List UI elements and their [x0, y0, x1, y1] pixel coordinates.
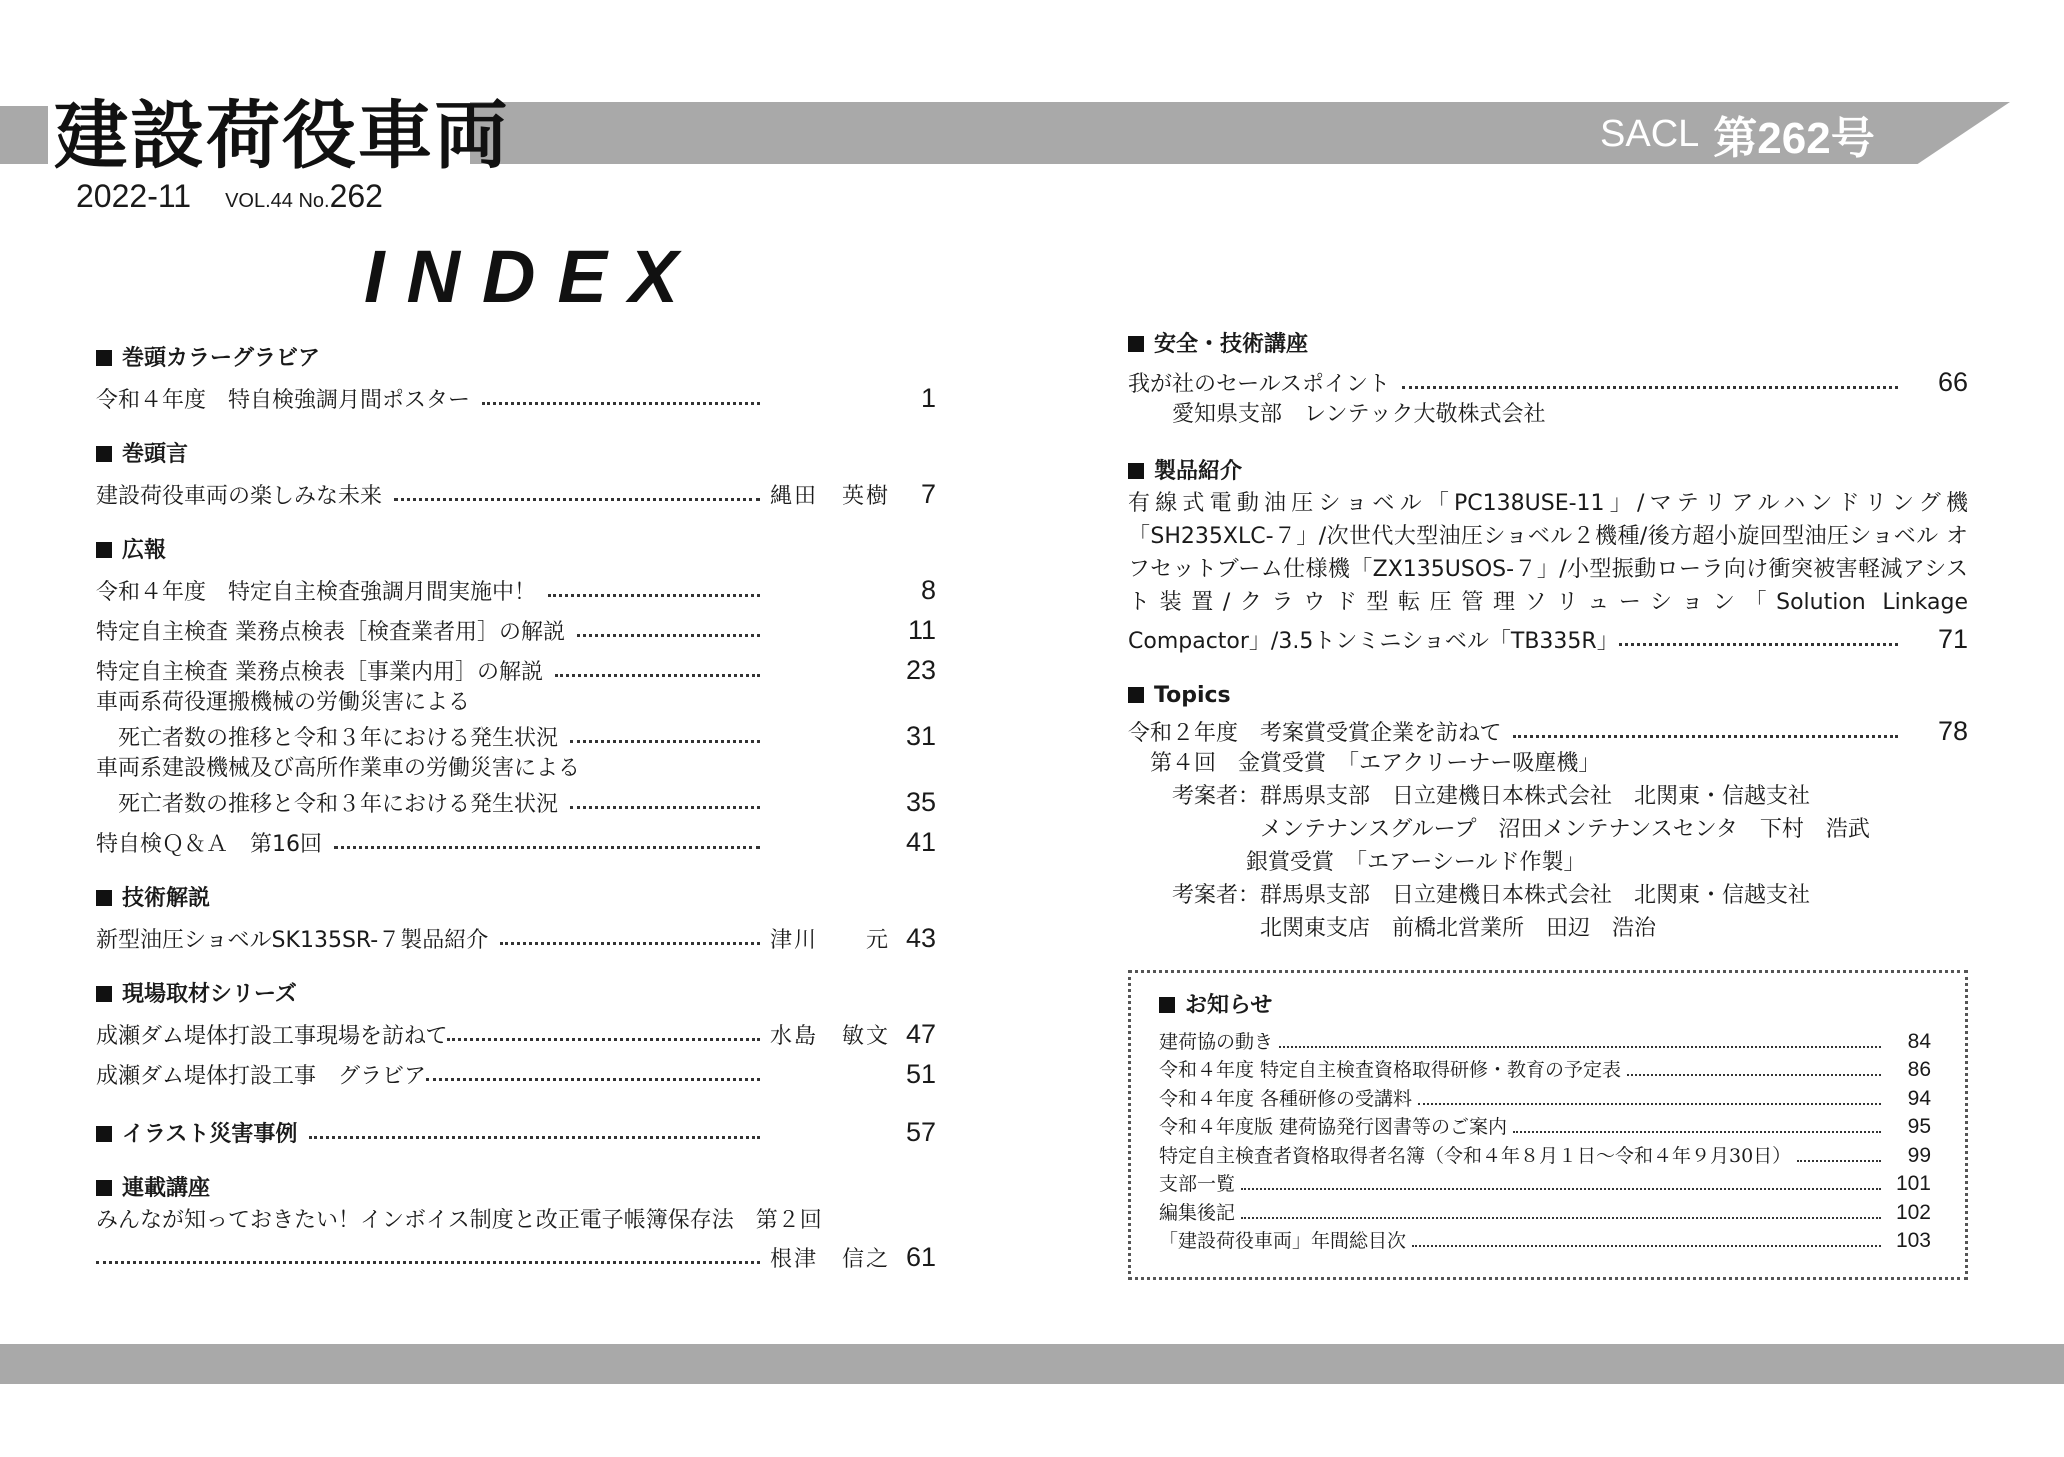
entry-title: 我が社のセールスポイント: [1128, 372, 1391, 397]
issue-date: 2022-11: [76, 178, 192, 214]
dot-leader: [394, 498, 760, 501]
entry-page: 47: [905, 1019, 936, 1049]
magazine-title: 建設荷役車両: [54, 93, 510, 179]
dot-leader: [570, 740, 760, 743]
entry-page: 8: [920, 575, 936, 605]
dot-leader: [1402, 386, 1898, 389]
toc-entry[interactable]: [96, 646, 936, 686]
section-heading: 連載講座: [96, 1174, 936, 1204]
dot-leader: [577, 634, 760, 637]
dot-leader: [1619, 643, 1898, 646]
toc-entry[interactable]: [96, 1050, 936, 1090]
entry-page: 41: [905, 827, 936, 857]
toc-entry[interactable]: [1128, 711, 1968, 747]
section-heading: 広報: [96, 536, 936, 566]
notice-entry[interactable]: 令和４年度 各種研修の受講料 94: [1159, 1086, 1931, 1110]
square-bullet-icon: [1128, 463, 1144, 479]
dot-leader: [447, 1038, 760, 1041]
entry-page: 61: [905, 1242, 936, 1272]
square-bullet-icon: [96, 890, 112, 906]
square-bullet-icon: [96, 1180, 112, 1196]
toc-entry[interactable]: [96, 606, 936, 646]
entry-title: 建設荷役車両の楽しみな未来: [96, 484, 383, 509]
entry-page: 43: [905, 923, 936, 953]
entry-title-line1: 車両系建設機械及び高所作業車の労働災害による: [96, 756, 581, 781]
entry-page: 51: [905, 1059, 936, 1089]
notice-entry[interactable]: 令和４年度 特定自主検査資格取得研修・教育の予定表 86: [1159, 1058, 1931, 1081]
toc-right-column: [1128, 330, 1968, 945]
issue-label: 第262号: [1713, 114, 1875, 163]
entry-page: 66: [1937, 367, 1968, 397]
toc-entry[interactable]: [96, 374, 936, 414]
notice-entry[interactable]: 特定自主検査者資格取得者名簿（令和４年８月１日～令和４年９月30日） 99: [1159, 1143, 1931, 1167]
entry-title: 成瀬ダム堤体打設工事 グラビア: [96, 1064, 427, 1089]
entry-title: 死亡者数の推移と令和３年における発生状況: [118, 726, 559, 751]
entry-page: 1: [920, 383, 936, 413]
dot-leader: [426, 1078, 760, 1081]
square-bullet-icon: [96, 350, 112, 366]
notice-entry[interactable]: 建荷協の動き 84: [1159, 1029, 1931, 1053]
award-line: メンテナンスグループ 沼田メンテナンスセンタ 下村 浩武: [1260, 817, 1870, 842]
dot-leader: [1241, 1188, 1881, 1190]
notice-entry[interactable]: 令和４年度版 建荷協発行図書等のご案内 95: [1159, 1115, 1931, 1138]
entry-page: 11: [907, 615, 936, 645]
dot-leader: [309, 1136, 760, 1139]
entry-page: 23: [905, 655, 936, 685]
dot-leader: [1513, 735, 1898, 738]
dot-leader: [334, 846, 760, 849]
toc-entry[interactable]: [1128, 619, 1968, 655]
notice-box: [1128, 970, 1968, 1280]
footer-band: [0, 1344, 2064, 1384]
entry-title: 特自検Ｑ＆Ａ 第16回: [96, 832, 322, 857]
entry-title: 成瀬ダム堤体打設工事現場を訪ねて: [96, 1024, 448, 1049]
notice-entry[interactable]: 「建設荷役車両」年間総目次 103: [1159, 1229, 1931, 1252]
toc-entry[interactable]: [96, 1108, 936, 1148]
issue-badge: [1600, 108, 1875, 163]
notice-entry[interactable]: 支部一覧 101: [1159, 1172, 1931, 1195]
dot-leader: [1797, 1160, 1881, 1162]
dot-leader: [548, 594, 760, 597]
entry-title: 令和２年度 考案賞受賞企業を訪ねて: [1128, 721, 1502, 746]
dot-leader: [1418, 1103, 1881, 1105]
entry-title-line1: 車両系荷役運搬機械の労働災害による: [96, 690, 471, 715]
square-bullet-icon: [96, 1126, 112, 1142]
section-heading: 技術解説: [96, 884, 936, 914]
entry-page: 71: [1937, 624, 1968, 654]
entry-page: 35: [905, 787, 936, 817]
entry-title: Compactor」/3.5トンミニショベル「TB335R」: [1128, 629, 1619, 654]
award-line: 第４回 金賞受賞 「エアクリーナー吸塵機」: [1150, 751, 1601, 776]
entry-page: 7: [920, 479, 936, 509]
entry-title: 特定自主検査 業務点検表［事業内用］の解説: [96, 660, 543, 685]
section-heading: 製品紹介: [1128, 457, 1968, 487]
award-line: 考案者：群馬県支部 日立建機日本株式会社 北関東・信越支社: [1172, 883, 1811, 908]
product-intro-text[interactable]: 有線式電動油圧ショベル「PC138USE-11」/マテリアルハンドリング機「SH235XLC-７」/次世代大型油圧ショベル２機種/後方超小旋回型油圧ショベル オフセットブーム仕様機「ZX135USOS-７」/小型振動ローラ向け衝突被害軽減アシスト装置/クラウド型転圧管理ソリューション「Solution Linkage: [1128, 491, 1968, 615]
award-line: 銀賞受賞 「エアーシールド作製」: [1246, 850, 1586, 875]
entry-page: 31: [905, 721, 936, 751]
volume-label: VOL.44 No.: [225, 190, 330, 212]
dot-leader: [555, 674, 760, 677]
toc-entry[interactable]: [96, 785, 936, 818]
square-bullet-icon: [1128, 687, 1144, 703]
section-heading: イラスト災害事例: [96, 1117, 309, 1148]
toc-entry[interactable]: [96, 818, 936, 858]
toc-left-column: [96, 344, 936, 1273]
entry-page: 57: [905, 1117, 936, 1147]
dot-leader: [1241, 1217, 1881, 1219]
entry-title[interactable]: みんなが知っておきたい！インボイス制度と改正電子帳簿保存法 第２回: [96, 1208, 822, 1233]
issue-number: 262: [329, 178, 383, 214]
header-band-left: [0, 106, 48, 164]
org-code: SACL: [1600, 112, 1700, 155]
toc-entry[interactable]: [96, 914, 936, 954]
entry-title: 特定自主検査 業務点検表［検査業者用］の解説: [96, 620, 565, 645]
square-bullet-icon: [1128, 336, 1144, 352]
dot-leader: [1412, 1245, 1881, 1247]
toc-entry[interactable]: [96, 1010, 936, 1050]
entry-title: 新型油圧ショベルSK135SR-７製品紹介: [96, 928, 489, 953]
dot-leader: [96, 1261, 760, 1264]
entry-author: 縄田 英樹: [770, 484, 891, 509]
notice-entry[interactable]: 編集後記 102: [1159, 1200, 1931, 1224]
entry-title: 令和４年度 特自検強調月間ポスター: [96, 388, 471, 413]
entry-title: 令和４年度 特定自主検査強調月間実施中！: [96, 580, 537, 605]
toc-entry[interactable]: [96, 470, 936, 510]
square-bullet-icon: [96, 986, 112, 1002]
section-heading: 現場取材シリーズ: [96, 980, 936, 1010]
dot-leader: [570, 806, 760, 809]
entry-subtitle: 愛知県支部 レンテック大敬株式会社: [1172, 402, 1546, 427]
section-heading: 巻頭言: [96, 440, 936, 470]
entry-author: 水島 敏文: [770, 1024, 891, 1049]
toc-entry[interactable]: [1128, 360, 1968, 398]
entry-author: 津川 元: [770, 928, 891, 953]
toc-entry[interactable]: [96, 719, 936, 752]
entry-author: 根津 信之: [770, 1247, 891, 1272]
section-heading: Topics: [1128, 681, 1968, 711]
square-bullet-icon: [96, 446, 112, 462]
entry-title: 死亡者数の推移と令和３年における発生状況: [118, 792, 559, 817]
dot-leader: [482, 402, 760, 405]
dot-leader: [1627, 1074, 1881, 1076]
entry-page: 78: [1937, 716, 1968, 746]
section-heading: お知らせ: [1159, 991, 1931, 1021]
award-line: 考案者：群馬県支部 日立建機日本株式会社 北関東・信越支社: [1172, 784, 1811, 809]
section-heading: 安全・技術講座: [1128, 330, 1968, 360]
section-heading: 巻頭カラーグラビア: [96, 344, 936, 374]
issue-date-line: [76, 178, 383, 215]
award-line: 北関東支店 前橋北営業所 田辺 浩治: [1260, 916, 1657, 941]
square-bullet-icon: [1159, 997, 1175, 1013]
square-bullet-icon: [96, 542, 112, 558]
dot-leader: [1279, 1046, 1881, 1048]
toc-entry[interactable]: [96, 566, 936, 606]
index-heading: INDEX: [364, 235, 701, 318]
dot-leader: [500, 942, 760, 945]
dot-leader: [1513, 1131, 1881, 1133]
toc-entry[interactable]: [96, 1237, 936, 1273]
